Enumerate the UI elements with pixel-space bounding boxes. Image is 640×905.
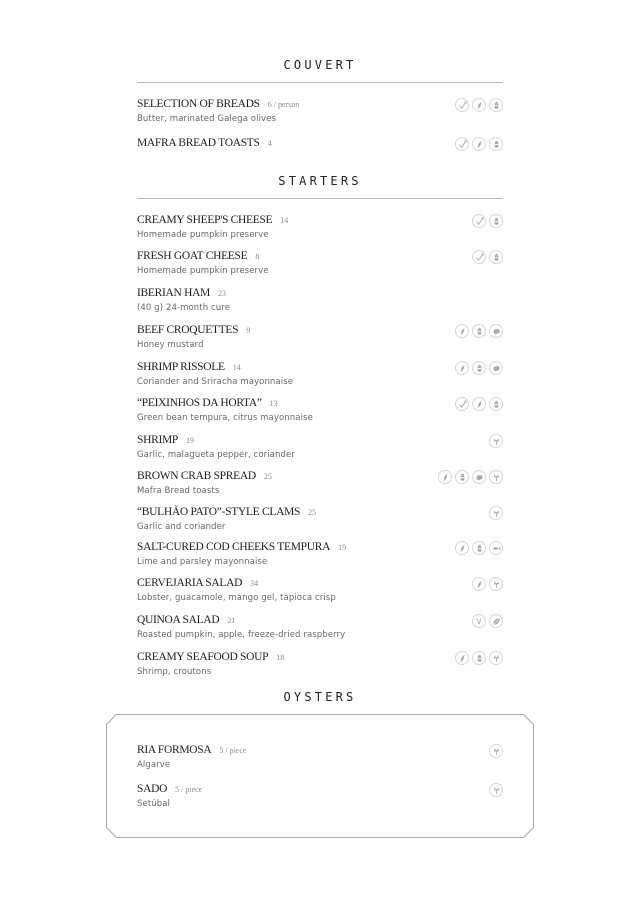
dairy-icon — [489, 250, 503, 264]
allergen-icons — [455, 651, 503, 665]
section-title-oysters: OYSTERS — [283, 690, 357, 704]
menu-item — [137, 214, 503, 244]
allergen-icons — [472, 614, 503, 628]
menu-item — [137, 434, 503, 464]
item-price: 23 — [218, 289, 227, 298]
menu-item — [137, 397, 503, 427]
allergen-icons — [472, 577, 503, 591]
item-description: Coriander and Sriracha mayonnaise — [137, 377, 294, 387]
item-description: Shrimp, croutons — [137, 667, 212, 677]
section-title-couvert: COUVERT — [283, 58, 357, 72]
dairy-icon — [472, 361, 486, 375]
item-description: Lobster, guacamole, mango gel, tapioca crisp — [137, 593, 336, 603]
crustacean-icon — [489, 651, 503, 665]
item-name: SHRIMP — [137, 434, 179, 446]
oysters-box — [106, 714, 534, 838]
item-price: 14 — [280, 216, 289, 225]
item-name: BROWN CRAB SPREAD — [137, 470, 256, 482]
allergen-icons — [489, 434, 503, 448]
allergen-icons — [455, 361, 503, 375]
item-description: Algarve — [137, 760, 171, 770]
menu-item — [137, 577, 503, 607]
gluten-icon — [472, 98, 486, 112]
item-description: Homemade pumpkin preserve — [137, 266, 269, 276]
item-price: 8 — [255, 252, 260, 261]
menu-item — [137, 541, 503, 571]
menu-item — [137, 250, 503, 280]
dairy-icon — [489, 397, 503, 411]
item-name: FRESH GOAT CHEESE — [137, 250, 248, 262]
menu-item — [137, 470, 503, 500]
allergen-icons — [455, 397, 503, 411]
crustacean-icon — [489, 783, 503, 797]
menu-item — [137, 744, 503, 774]
item-name: CREAMY SEAFOOD SOUP — [137, 651, 269, 663]
item-description: Green bean tempura, citrus mayonnaise — [137, 413, 313, 423]
item-description: Setúbal — [137, 799, 171, 809]
allergen-icons — [472, 214, 503, 228]
allergen-icons — [489, 506, 503, 520]
allergen-icons — [455, 137, 503, 151]
dairy-icon — [472, 651, 486, 665]
item-name: “BULHÃO PATO”-STYLE CLAMS — [137, 506, 301, 518]
item-name: QUINOA SALAD — [137, 614, 220, 626]
gluten-icon — [455, 541, 469, 555]
item-name: SALT-CURED COD CHEEKS TEMPURA — [137, 541, 331, 553]
crustacean-icon — [489, 434, 503, 448]
item-price: 5 / piece — [175, 785, 203, 794]
vegetarian-icon — [455, 98, 469, 112]
menu-item — [137, 137, 503, 167]
section-divider — [137, 82, 503, 83]
item-name: CREAMY SHEEP'S CHEESE — [137, 214, 273, 226]
section-title-starters: STARTERS — [278, 174, 362, 188]
item-price: 18 — [276, 653, 285, 662]
item-name: BEEF CROQUETTES — [137, 324, 239, 336]
item-price: 25 — [308, 508, 317, 517]
gluten-icon — [455, 361, 469, 375]
menu-item — [137, 98, 503, 128]
crustacean-icon — [489, 470, 503, 484]
dairy-icon — [472, 324, 486, 338]
vegetarian-icon — [472, 250, 486, 264]
item-name: IBERIAN HAM — [137, 287, 211, 299]
allergen-icons — [438, 470, 503, 484]
egg-icon — [472, 470, 486, 484]
item-description: Butter, marinated Galega olives — [137, 114, 277, 124]
chamfered-frame — [106, 714, 534, 838]
menu-item — [137, 783, 503, 813]
item-description: Roasted pumpkin, apple, freeze-dried raspberry — [137, 630, 346, 640]
item-price: 6 / person — [267, 100, 300, 109]
item-price: 9 — [246, 326, 251, 335]
item-description: Lime and parsley mayonnaise — [137, 557, 268, 567]
item-name: SADO — [137, 783, 168, 795]
gluten-icon — [455, 651, 469, 665]
item-price: 25 — [263, 472, 272, 481]
allergen-icons — [455, 98, 503, 112]
dairy-icon — [489, 98, 503, 112]
item-name: RIA FORMOSA — [137, 744, 212, 756]
gluten-icon — [472, 577, 486, 591]
menu-item — [137, 287, 503, 317]
menu-item — [137, 614, 503, 644]
vegetarian-icon — [455, 397, 469, 411]
menu-item — [137, 506, 503, 536]
item-price: 5 / piece — [219, 746, 247, 755]
item-name: SHRIMP RISSOLE — [137, 361, 225, 373]
allergen-icons — [472, 250, 503, 264]
section-divider — [137, 198, 503, 199]
crustacean-icon — [489, 506, 503, 520]
allergen-icons — [489, 783, 503, 797]
item-price: 21 — [227, 616, 236, 625]
dairy-icon — [489, 214, 503, 228]
crustacean-icon — [489, 744, 503, 758]
egg-icon — [489, 324, 503, 338]
menu-item — [137, 361, 503, 391]
item-price: 13 — [269, 399, 278, 408]
allergen-icons — [455, 541, 503, 555]
crustacean-icon — [489, 577, 503, 591]
egg-icon — [489, 361, 503, 375]
item-price: 4 — [267, 139, 272, 148]
item-price: 14 — [232, 363, 241, 372]
item-price: 34 — [250, 579, 259, 588]
item-name: MAFRA BREAD TOASTS — [137, 137, 260, 149]
leaf-icon — [489, 614, 503, 628]
dairy-icon — [455, 470, 469, 484]
item-description: Garlic and coriander — [137, 522, 226, 532]
allergen-icons — [489, 744, 503, 758]
menu-item — [137, 324, 503, 354]
dairy-icon — [472, 541, 486, 555]
item-name: CERVEJARIA SALAD — [137, 577, 243, 589]
item-price: 19 — [338, 543, 347, 552]
item-name: SELECTION OF BREADS — [137, 98, 260, 110]
vegetarian-icon — [455, 137, 469, 151]
gluten-icon — [472, 397, 486, 411]
item-description: Mafra Bread toasts — [137, 486, 220, 496]
gluten-icon — [438, 470, 452, 484]
item-name: “PEIXINHOS DA HORTA” — [137, 397, 262, 409]
allergen-icons — [455, 324, 503, 338]
vegetarian-icon — [472, 214, 486, 228]
item-price: 19 — [186, 436, 195, 445]
dairy-icon — [489, 137, 503, 151]
item-description: Homemade pumpkin preserve — [137, 230, 269, 240]
gluten-icon — [455, 324, 469, 338]
item-description: Honey mustard — [137, 340, 204, 350]
menu-item — [137, 651, 503, 681]
gluten-icon — [472, 137, 486, 151]
item-description: (40 g) 24-month cure — [137, 303, 231, 313]
vegan-icon: V — [472, 614, 486, 628]
fish-icon — [489, 541, 503, 555]
item-description: Garlic, malagueta pepper, coriander — [137, 450, 295, 460]
